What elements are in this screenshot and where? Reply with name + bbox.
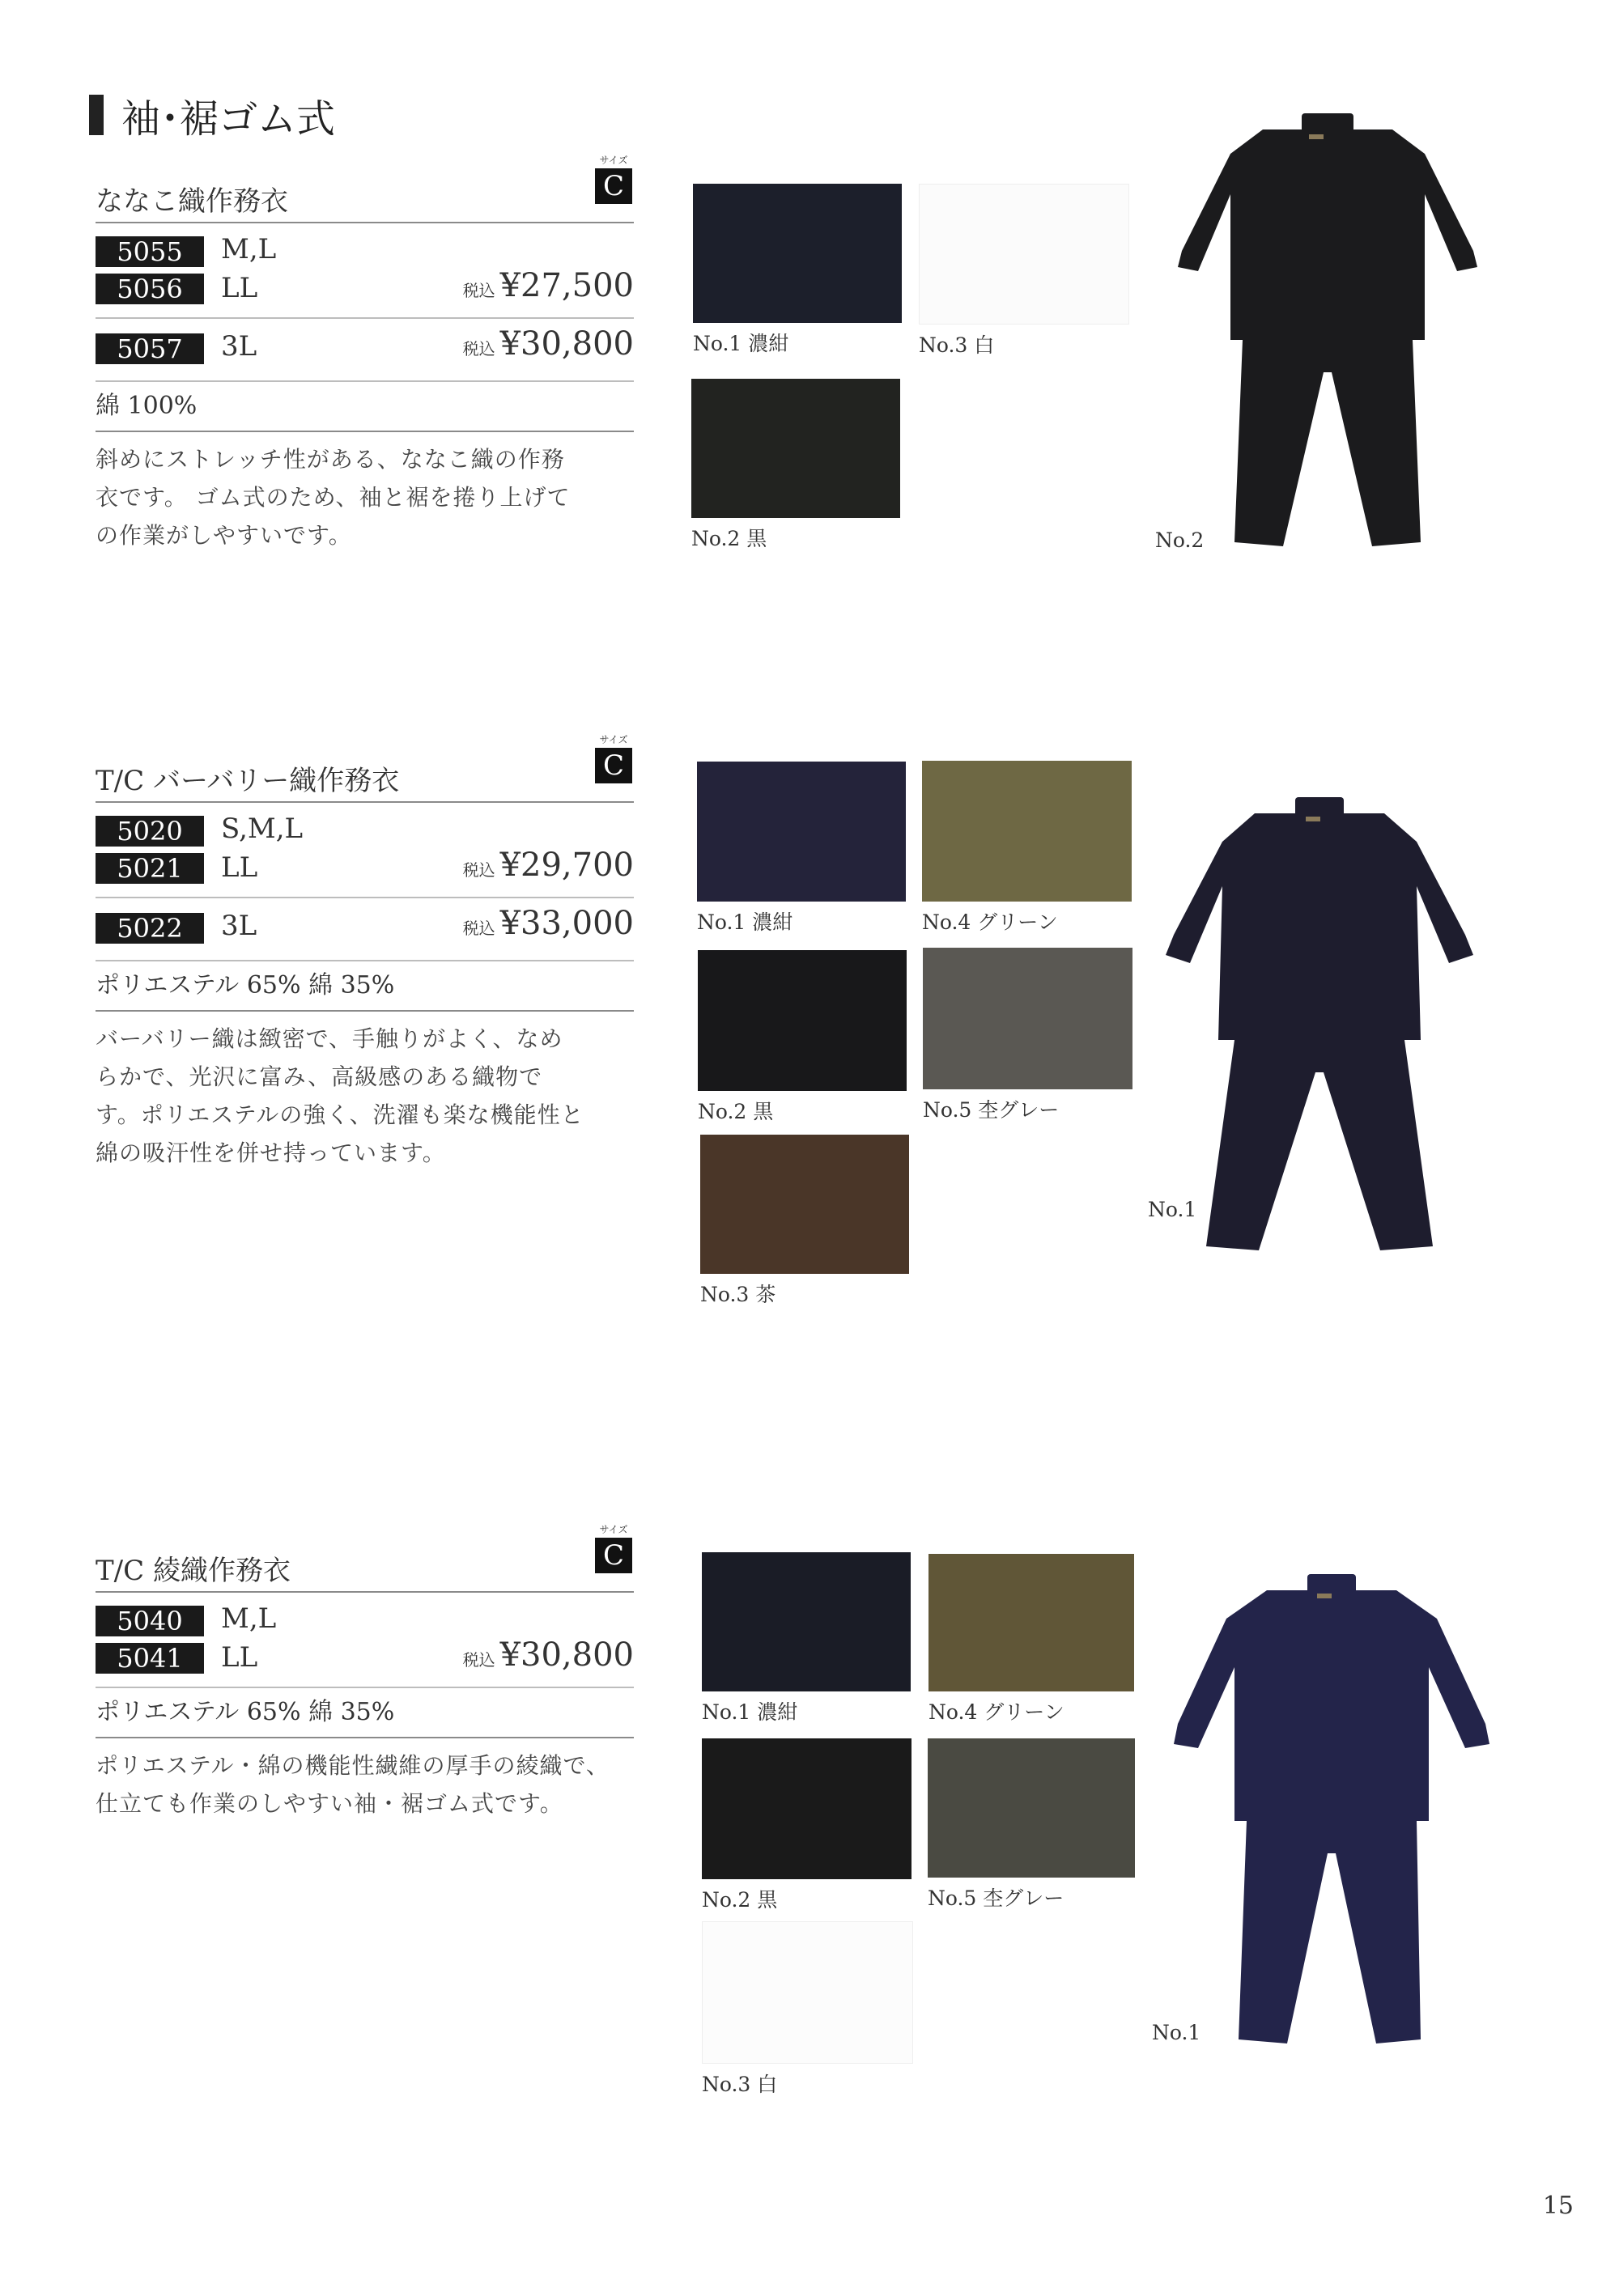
price-value: ¥30,800 — [499, 325, 634, 363]
product-row — [96, 267, 634, 319]
tax-label: 税込 — [462, 1650, 495, 1670]
product-material: ポリエステル 65% 綿 35% — [96, 1687, 634, 1738]
swatch-chip — [700, 1135, 909, 1274]
swatch-chip — [928, 1738, 1135, 1878]
swatch-chip — [691, 379, 900, 518]
swatch-chip — [919, 184, 1129, 325]
product-block — [96, 1524, 634, 1823]
product-code: 5022 — [96, 913, 204, 944]
product-code: 5021 — [96, 853, 204, 884]
size-mark-code: C — [595, 748, 632, 783]
color-swatch — [702, 1921, 911, 2098]
color-swatch — [928, 1554, 1134, 1725]
product-size: M,L — [221, 1602, 277, 1635]
product-name-text: T/C バーバリー織作務衣 — [96, 765, 400, 797]
price-value: ¥30,800 — [499, 1636, 634, 1674]
product-price — [463, 325, 634, 363]
size-mark — [593, 1523, 634, 1573]
product-row — [96, 1593, 634, 1643]
product-row — [96, 803, 634, 853]
size-mark-label: サイズ — [599, 734, 628, 745]
color-swatch — [693, 184, 902, 357]
page-number: 15 — [1542, 2192, 1574, 2220]
product-price — [463, 847, 634, 884]
color-swatch — [691, 379, 900, 552]
product-name — [96, 1524, 634, 1593]
product-description — [96, 1020, 634, 1172]
tax-label: 税込 — [462, 919, 495, 938]
product-code: 5056 — [96, 274, 204, 304]
product-name — [96, 734, 634, 803]
size-mark-label: サイズ — [599, 1524, 628, 1535]
product-row — [96, 898, 634, 960]
swatch-label: No.1 濃紺 — [702, 1700, 798, 1724]
product-code: 5020 — [96, 816, 204, 847]
swatch-chip — [698, 950, 907, 1091]
swatch-label: No.3 白 — [702, 2073, 778, 2096]
size-mark — [593, 733, 634, 783]
outfit-label: No.1 — [1152, 2021, 1201, 2044]
color-swatch — [702, 1552, 911, 1725]
color-swatch — [922, 761, 1132, 936]
product-code: 5040 — [96, 1606, 204, 1636]
color-swatch — [700, 1135, 909, 1308]
size-mark-label: サイズ — [599, 155, 628, 166]
product-code: 5057 — [96, 333, 204, 364]
swatch-label: No.5 杢グレー — [928, 1886, 1064, 1910]
product-size: S,M,L — [221, 813, 304, 845]
outfit-label: No.2 — [1155, 528, 1205, 552]
samue-outfit-image — [1170, 1574, 1494, 2060]
outfit-label: No.1 — [1148, 1198, 1197, 1221]
color-swatch — [919, 184, 1128, 359]
color-swatch — [698, 950, 907, 1125]
product-price — [463, 905, 634, 942]
product-size: LL — [221, 851, 258, 884]
section-title-text: 袖･裾ゴム式 — [121, 95, 336, 142]
description-line: 衣です。 ゴム式のため、袖と裾を捲り上げて — [96, 484, 571, 511]
swatch-label: No.2 黒 — [691, 527, 767, 550]
product-row — [96, 1636, 634, 1687]
samue-outfit-image — [1166, 105, 1489, 567]
swatch-label: No.3 茶 — [700, 1283, 776, 1306]
swatch-chip — [702, 1738, 911, 1879]
product-material: 綿 100% — [96, 380, 634, 432]
product-name — [96, 155, 634, 223]
description-line: ポリエステル・綿の機能性繊維の厚手の綾織で、 — [96, 1752, 610, 1779]
price-value: ¥29,700 — [499, 847, 634, 884]
product-size: 3L — [221, 910, 257, 942]
product-size: LL — [221, 272, 258, 304]
color-swatch — [702, 1738, 911, 1913]
product-code: 5055 — [96, 236, 204, 267]
size-mark-code: C — [595, 1538, 632, 1573]
product-price — [463, 1636, 634, 1674]
color-swatch — [923, 948, 1132, 1123]
product-name-text: T/C 綾織作務衣 — [96, 1555, 291, 1587]
swatch-chip — [693, 184, 902, 323]
swatch-label: No.5 杢グレー — [923, 1098, 1060, 1122]
swatch-chip — [923, 948, 1132, 1089]
description-line: バーバリー織は緻密で、手触りがよく、なめ — [96, 1025, 563, 1052]
description-line: らかで、光沢に富み、高級感のある織物で — [96, 1063, 543, 1090]
swatch-chip — [928, 1554, 1134, 1691]
description-line: す。ポリエステルの強く、洗濯も楽な機能性と — [96, 1101, 584, 1128]
product-size: LL — [221, 1641, 258, 1674]
swatch-label: No.1 濃紺 — [697, 910, 793, 934]
color-swatch — [928, 1738, 1135, 1912]
product-block — [96, 734, 634, 1172]
swatch-label: No.2 黒 — [702, 1888, 778, 1912]
section-title — [89, 91, 336, 142]
description-line: の作業がしやすいです。 — [96, 522, 352, 549]
tax-label: 税込 — [462, 860, 495, 880]
product-size: M,L — [221, 233, 277, 265]
swatch-chip — [697, 762, 906, 902]
product-row — [96, 223, 634, 274]
description-line: 綿の吸汗性を併せ持っています。 — [96, 1140, 446, 1166]
product-row — [96, 319, 634, 380]
product-description — [96, 440, 634, 554]
product-row — [96, 847, 634, 898]
swatch-chip — [702, 1921, 913, 2064]
size-mark — [593, 154, 634, 204]
samue-outfit-image — [1154, 797, 1477, 1275]
swatch-label: No.1 濃紺 — [693, 332, 789, 355]
description-line: 斜めにストレッチ性がある、ななこ織の作務 — [96, 446, 565, 473]
description-line: 仕立ても作業のしやすい袖・裾ゴム式です。 — [96, 1790, 563, 1817]
product-size: 3L — [221, 330, 257, 363]
swatch-label: No.2 黒 — [698, 1100, 774, 1123]
product-code: 5041 — [96, 1643, 204, 1674]
swatch-chip — [922, 761, 1132, 902]
swatch-label: No.4 グリーン — [928, 1700, 1064, 1724]
product-description — [96, 1746, 634, 1823]
price-value: ¥27,500 — [499, 267, 634, 304]
tax-label: 税込 — [462, 281, 495, 300]
swatch-label: No.4 グリーン — [922, 910, 1058, 934]
size-mark-code: C — [595, 168, 632, 204]
product-name-text: ななこ織作務衣 — [96, 185, 288, 218]
price-value: ¥33,000 — [499, 905, 634, 942]
product-material: ポリエステル 65% 綿 35% — [96, 960, 634, 1012]
tax-label: 税込 — [462, 339, 495, 359]
product-block — [96, 155, 634, 554]
product-price — [463, 267, 634, 304]
swatch-chip — [702, 1552, 911, 1691]
color-swatch — [697, 762, 906, 936]
title-bar-marker — [89, 95, 104, 135]
swatch-label: No.3 白 — [919, 333, 995, 357]
